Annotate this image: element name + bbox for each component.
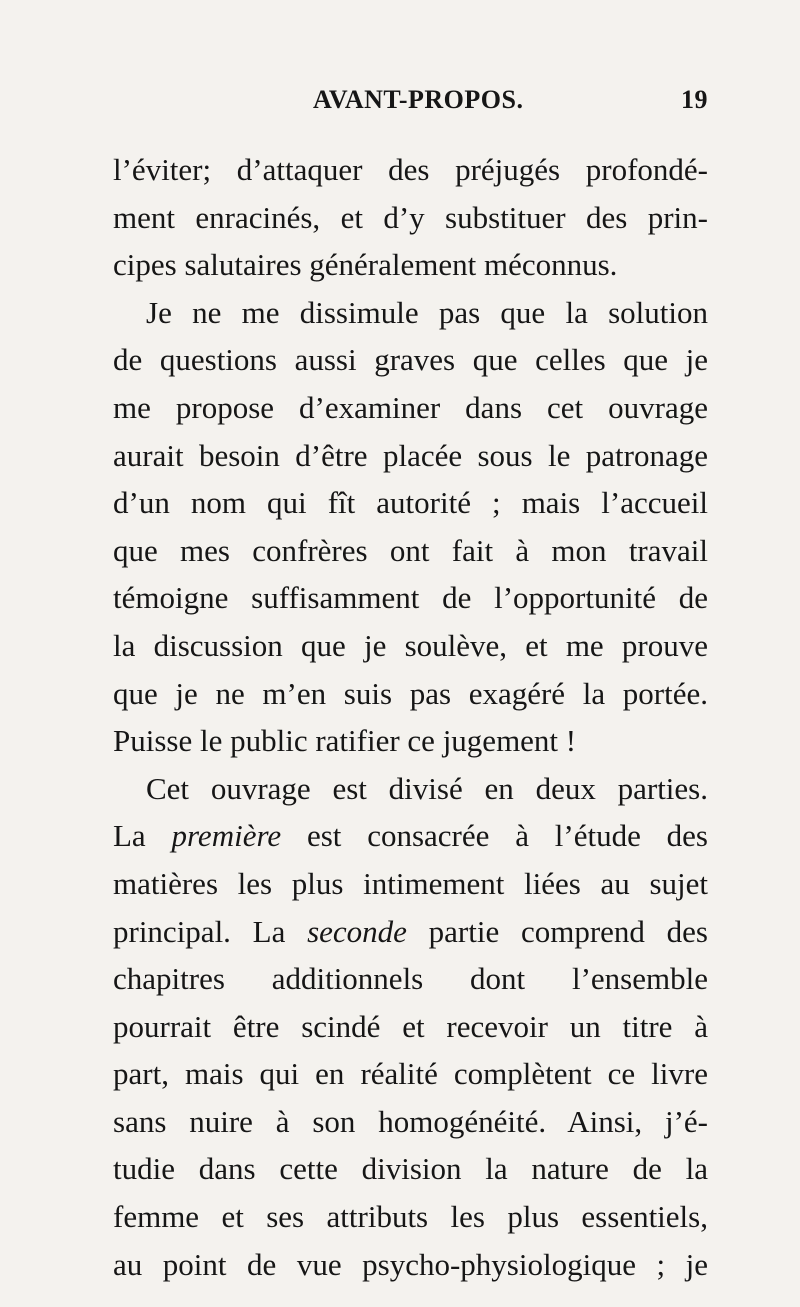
- line-text-before: principal. La: [113, 913, 308, 949]
- text-line: de questions aussi graves que celles que je: [113, 342, 708, 378]
- text-line: Cet ouvrage est divisé en deux parties.: [146, 770, 708, 806]
- text-line: d’un nom qui fît autorité ; mais l’accueil: [113, 485, 708, 521]
- line-text-after: est consacrée à l’étude des: [281, 818, 708, 854]
- text-line: matières les plus intimement liées au sujet: [113, 865, 708, 901]
- text-line: témoigne suffisamment de l’opportunité de: [113, 580, 708, 616]
- text-line: ment enracinés, et d’y substituer des prin-: [113, 199, 708, 235]
- text-line: l’éviter; d’attaquer des préjugés profondé-: [113, 152, 708, 187]
- text-line: tudie dans cette division la nature de la: [113, 1151, 708, 1187]
- text-line: part, mais qui en réalité complètent ce livre: [113, 1056, 708, 1092]
- text-line: [113, 812, 708, 860]
- line-text-after: partie comprend des: [406, 913, 708, 949]
- body-text: [113, 146, 708, 1288]
- line-text-before: La: [113, 818, 172, 854]
- text-line: que je ne m’en suis pas exagéré la portée.: [113, 675, 708, 711]
- text-line: la discussion que je soulève, et me prouve: [113, 627, 708, 663]
- text-line: chapitres additionnels dont l’ensemble: [113, 961, 708, 997]
- text-line: femme et ses attributs les plus essentiels,: [113, 1199, 708, 1235]
- text-line: Je ne me dissimule pas que la solution: [146, 294, 708, 330]
- page-number: 19: [681, 85, 708, 114]
- emphasized-word-premiere: première: [171, 818, 282, 854]
- text-line: aurait besoin d’être placée sous le patronage: [113, 437, 708, 473]
- running-title: AVANT-PROPOS.: [313, 85, 524, 114]
- text-line: que mes confrères ont fait à mon travail: [113, 532, 708, 568]
- text-line: pourrait être scindé et recevoir un titre à: [113, 1008, 708, 1044]
- text-line: au point de vue psycho-physiologique ; je: [113, 1246, 708, 1282]
- running-header: [113, 85, 708, 125]
- text-line: me propose d’examiner dans cet ouvrage: [113, 389, 708, 425]
- text-line: [113, 908, 708, 956]
- text-line: cipes salutaires généralement méconnus.: [113, 247, 618, 283]
- emphasized-word-seconde: seconde: [307, 913, 407, 949]
- text-line: Puisse le public ratifier ce jugement !: [113, 723, 577, 759]
- text-line: sans nuire à son homogénéité. Ainsi, j’é-: [113, 1103, 708, 1139]
